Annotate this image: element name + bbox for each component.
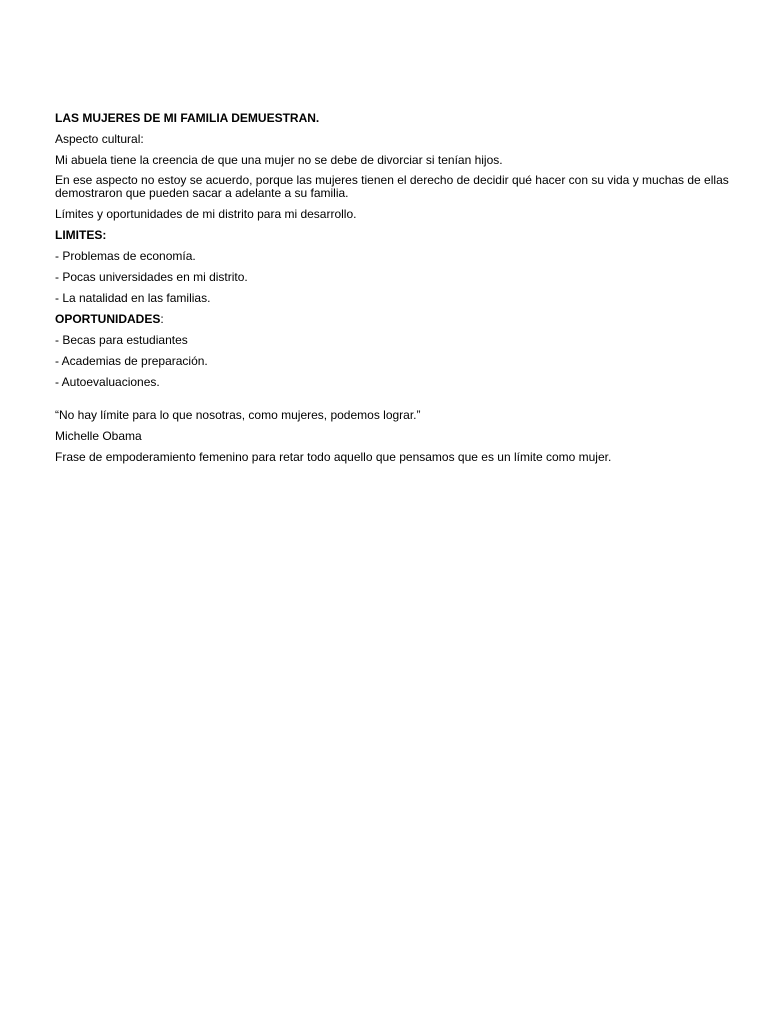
cultural-paragraph-1: Mi abuela tiene la creencia de que una mujer no se debe de divorciar si tenían hijos. [55,153,503,167]
limit-item: - La natalidad en las familias. [55,291,211,305]
limits-heading: LIMITES: [55,228,107,242]
limit-item: - Problemas de economía. [55,249,196,263]
district-heading: Límites y oportunidades de mi distrito para mi desarrollo. [55,207,357,221]
quote: “No hay límite para lo que nosotras, como mujeres, podemos lograr.” [55,408,421,422]
opportunity-item: - Becas para estudiantes [55,333,188,347]
document-page [55,111,735,471]
quote-author: Michelle Obama [55,429,142,443]
limit-item: - Pocas universidades en mi distrito. [55,270,248,284]
opportunities-colon: : [160,312,164,326]
opportunity-item: - Academias de preparación. [55,354,208,368]
document-title: LAS MUJERES DE MI FAMILIA DEMUESTRAN. [55,111,320,125]
spacer [55,396,735,408]
opportunities-heading: OPORTUNIDADES [55,312,161,326]
opportunities-heading-line [55,312,735,326]
cultural-heading: Aspecto cultural: [55,132,144,146]
cultural-paragraph-2: En ese aspecto no estoy se acuerdo, porque las mujeres tienen el derecho de decidir qué hacer con su vida y muchas de ellas demostraron que pueden sacar a adelante a su familia. [55,173,729,200]
closing-paragraph: Frase de empoderamiento femenino para retar todo aquello que pensamos que es un límite como mujer. [55,450,612,464]
opportunity-item: - Autoevaluaciones. [55,375,160,389]
